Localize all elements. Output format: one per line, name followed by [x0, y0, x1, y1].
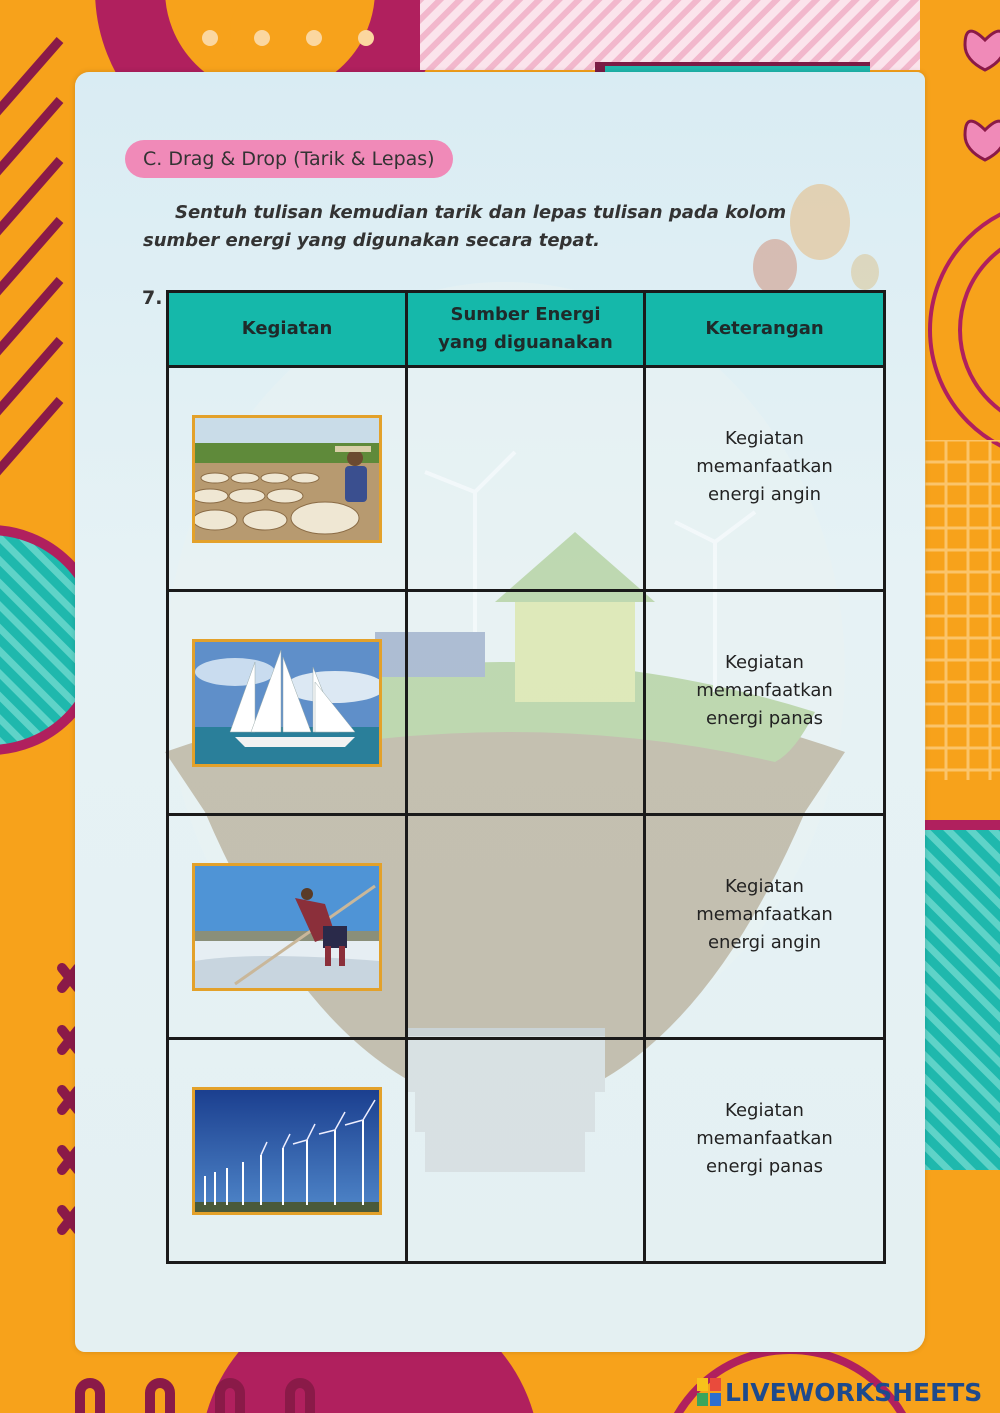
sailing-ship-photo	[192, 639, 382, 767]
description-text: Kegiatan memanfaatkan energi panas	[696, 651, 833, 729]
liveworksheets-logo-icon	[697, 1378, 721, 1406]
description-text: Kegiatan memanfaatkan energi angin	[696, 875, 833, 953]
table-header-row	[168, 292, 885, 367]
instruction-text: Sentuh tulisan kemudian tarik dan lepas tulisan pada kolom sumber energi yang digunakan secara tepat.	[143, 202, 787, 251]
energy-source-drop-zone[interactable]	[407, 591, 645, 815]
description-cell	[645, 815, 885, 1039]
question-number: 7.	[142, 287, 163, 309]
header-activity: Kegiatan	[168, 292, 407, 367]
description-cell	[645, 367, 885, 591]
activity-table	[166, 290, 886, 1264]
activity-cell	[168, 367, 407, 591]
wind-turbines-photo	[192, 1087, 382, 1215]
description-cell	[645, 1039, 885, 1263]
description-cell	[645, 591, 885, 815]
description-text: Kegiatan memanfaatkan energi angin	[696, 427, 833, 505]
brand-name: LIVEWORKSHEETS	[725, 1377, 983, 1407]
header-energy-source	[407, 292, 645, 367]
table-row	[168, 815, 885, 1039]
energy-source-drop-zone[interactable]	[407, 1039, 645, 1263]
table-row	[168, 367, 885, 591]
activity-cell	[168, 815, 407, 1039]
description-text: Kegiatan memanfaatkan energi panas	[696, 1099, 833, 1177]
activity-cell	[168, 591, 407, 815]
header-description: Keterangan	[645, 292, 885, 367]
section-title-pill: C. Drag & Drop (Tarik & Lepas)	[125, 140, 453, 178]
table-row	[168, 1039, 885, 1263]
energy-source-drop-zone[interactable]	[407, 367, 645, 591]
salt-farming-photo	[192, 863, 382, 991]
activity-cell	[168, 1039, 407, 1263]
drying-crackers-photo	[192, 415, 382, 543]
table-row	[168, 591, 885, 815]
energy-source-drop-zone[interactable]	[407, 815, 645, 1039]
header-energy-source-label: Sumber Energi yang diguanakan	[438, 304, 613, 353]
liveworksheets-brand[interactable]	[697, 1374, 982, 1410]
